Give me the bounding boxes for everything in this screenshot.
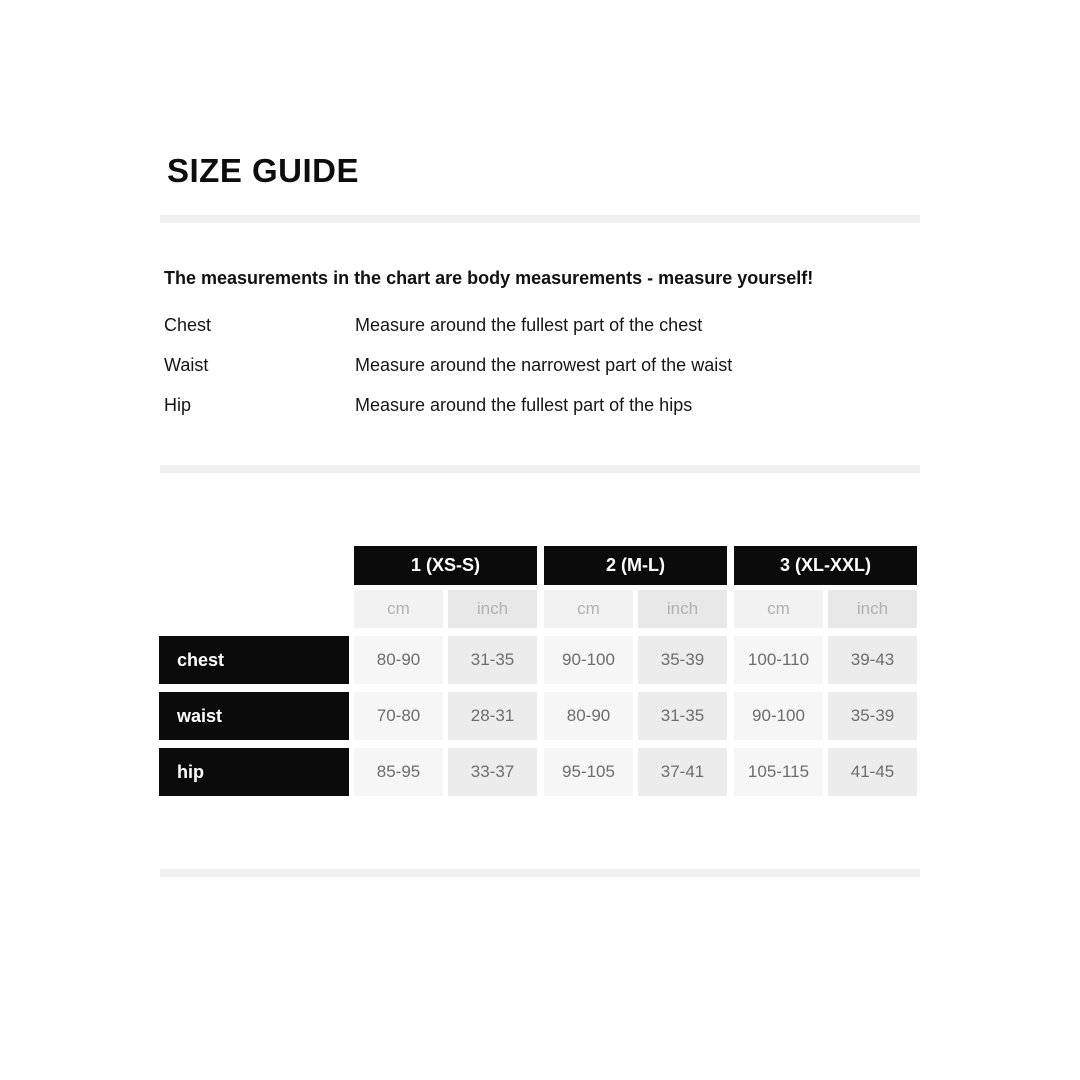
- cell-waist-1-cm: 70-80: [354, 692, 443, 740]
- cell-hip-2-inch: 37-41: [638, 748, 727, 796]
- size-group-header-m-l: 2 (M-L): [544, 546, 727, 585]
- cell-hip-2-cm: 95-105: [544, 748, 633, 796]
- definition-description-chest: Measure around the fullest part of the chest: [355, 315, 703, 335]
- size-group-header-xl-xxl: 3 (XL-XXL): [734, 546, 917, 585]
- cell-waist-1-inch: 28-31: [448, 692, 537, 740]
- definition-term-chest: Chest: [164, 315, 212, 335]
- unit-header-1-cm: cm: [354, 590, 443, 628]
- cell-chest-2-inch: 35-39: [638, 636, 727, 684]
- cell-hip-3-inch: 41-45: [828, 748, 917, 796]
- page-title: SIZE GUIDE: [167, 152, 360, 189]
- intro-text: The measurements in the chart are body measurements - measure yourself!: [164, 268, 814, 288]
- cell-chest-1-inch: 31-35: [448, 636, 537, 684]
- row-label-hip: hip: [159, 748, 349, 796]
- divider-middle: [160, 465, 920, 473]
- cell-waist-2-inch: 31-35: [638, 692, 727, 740]
- cell-chest-3-cm: 100-110: [734, 636, 823, 684]
- cell-waist-3-inch: 35-39: [828, 692, 917, 740]
- definition-term-waist: Waist: [164, 355, 209, 375]
- cell-hip-1-inch: 33-37: [448, 748, 537, 796]
- cell-chest-2-cm: 90-100: [544, 636, 633, 684]
- cell-waist-2-cm: 80-90: [544, 692, 633, 740]
- unit-header-3-cm: cm: [734, 590, 823, 628]
- divider-bottom: [160, 869, 920, 877]
- cell-hip-3-cm: 105-115: [734, 748, 823, 796]
- definition-description-hip: Measure around the fullest part of the hips: [355, 395, 693, 415]
- definition-description-waist: Measure around the narrowest part of the waist: [355, 355, 733, 375]
- definition-row-waist: [164, 355, 732, 377]
- definition-row-hip: [164, 395, 692, 417]
- unit-header-2-inch: inch: [638, 590, 727, 628]
- size-table: [159, 546, 917, 796]
- size-group-header-xs-s: 1 (XS-S): [354, 546, 537, 585]
- definition-term-hip: Hip: [164, 395, 192, 415]
- unit-header-1-inch: inch: [448, 590, 537, 628]
- definition-row-chest: [164, 315, 702, 337]
- row-label-chest: chest: [159, 636, 349, 684]
- cell-chest-1-cm: 80-90: [354, 636, 443, 684]
- unit-header-3-inch: inch: [828, 590, 917, 628]
- cell-waist-3-cm: 90-100: [734, 692, 823, 740]
- cell-chest-3-inch: 39-43: [828, 636, 917, 684]
- unit-header-2-cm: cm: [544, 590, 633, 628]
- divider-top: [160, 215, 920, 223]
- row-label-waist: waist: [159, 692, 349, 740]
- cell-hip-1-cm: 85-95: [354, 748, 443, 796]
